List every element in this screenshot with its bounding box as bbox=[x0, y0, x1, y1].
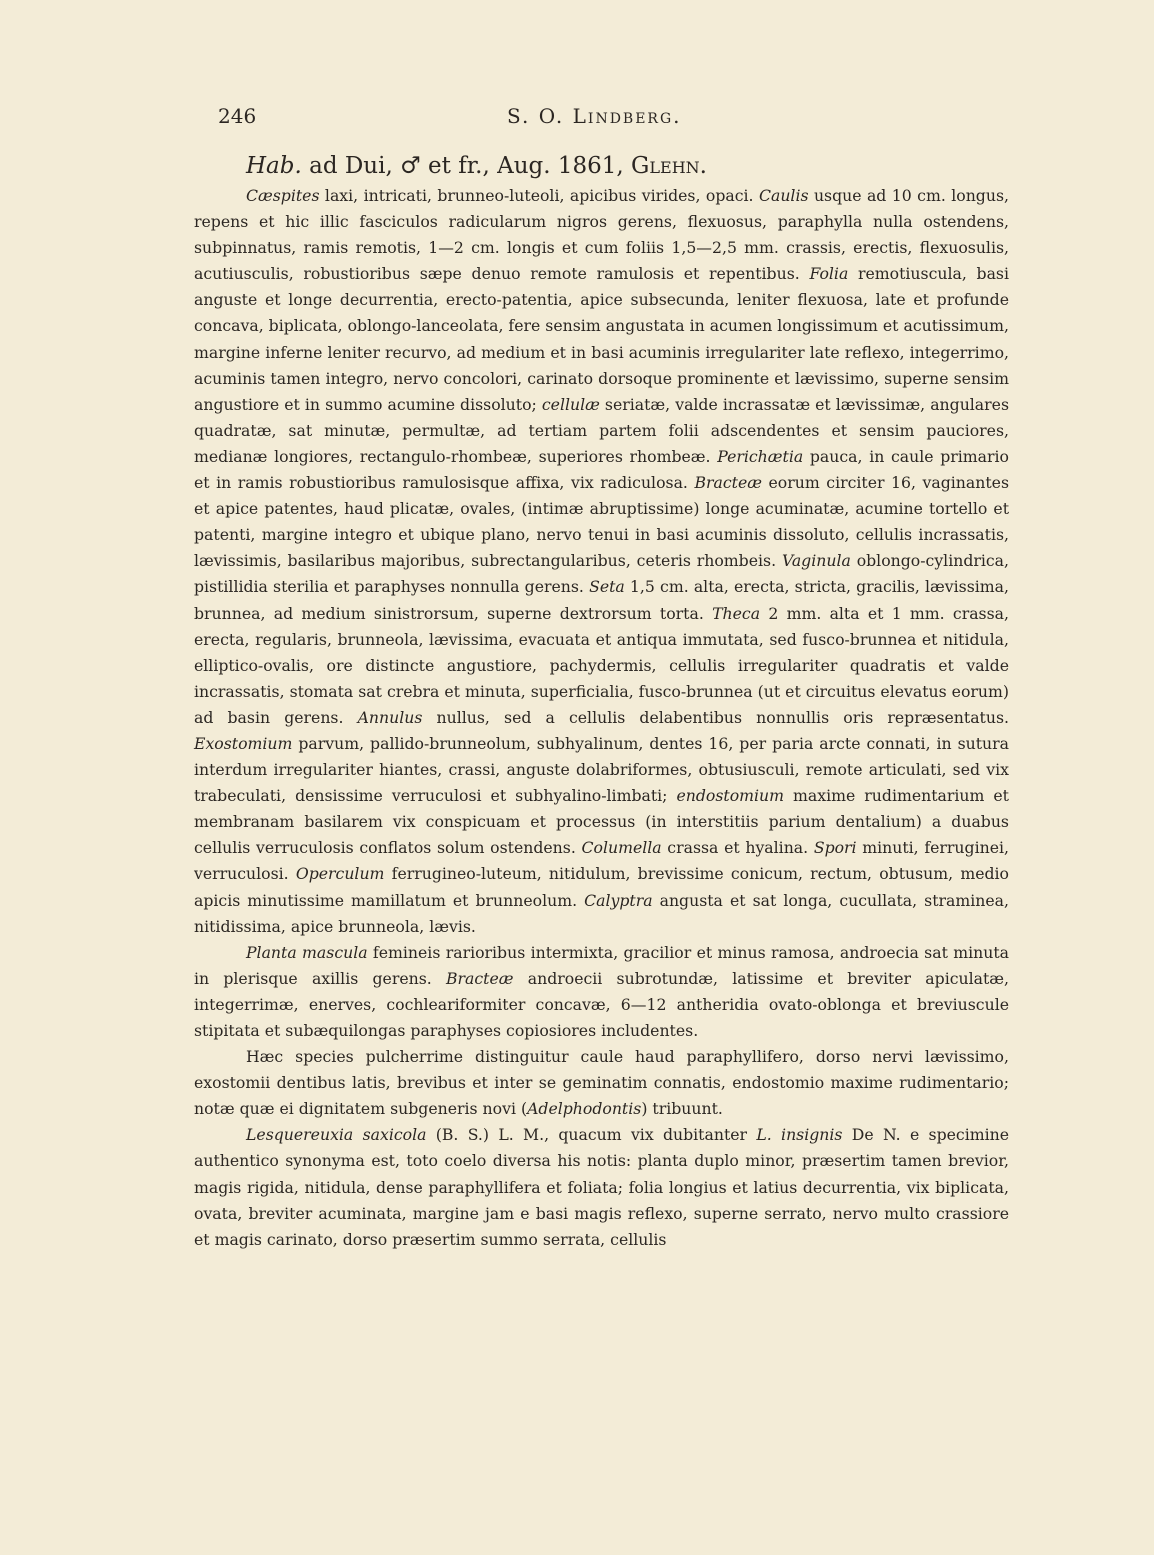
italic-term: Vaginula bbox=[781, 551, 851, 571]
text-run: 2 mm. alta et 1 mm. crassa, erecta, regularis, brunneola, lævissima, evacuata et antiqua immutata, sed fusco-brunnea et nitidula, elliptico-ovalis, ore distincte angustiore, pachydermis, cellulis irregulariter quadratis et valde incrassatis, stomata sat crebra et minuta, superficialia, fusco-brunnea (ut et circuitus elevatus eorum) ad basin gerens. bbox=[194, 603, 1009, 727]
text-run: eorum circiter 16, vaginantes et apice patentes, haud plicatæ, ovales, (intimæ abruptissime) longe acuminatæ, acumine tortello et patenti, margine integro et ubique plano, nervo tenui in basi acuminis dissoluto, cellulis incrassatis, lævissimis, basilaribus majoribus, subrectangularibus, ceteris rhombeis. bbox=[194, 473, 1009, 571]
habitat-text: ad Dui, ♂ et fr., Aug. 1861, bbox=[309, 153, 624, 179]
text-run: femineis rarioribus intermixta, gracilior et minus ramosa, androecia sat minuta in plerisque axillis gerens. bbox=[194, 942, 1009, 988]
italic-term: Calyptra bbox=[584, 890, 653, 910]
italic-term: endostomium bbox=[676, 786, 785, 806]
text-run: usque ad 10 cm. longus, repens et hic illic fasciculos radicularum nigros gerens, flexuosus, paraphylla nulla ostendens, subpinnatus, ramis remotis, 1—2 cm. longis et cum foliis 1,5—2,5 mm. crassis, erectis, flexuosulis, acutiusculis, robustioribus sæpe denuo remote ramulosis et repentibus. bbox=[194, 186, 1009, 284]
text-run: ) tribuunt. bbox=[641, 1099, 723, 1119]
italic-term: Lesquereuxia saxicola bbox=[246, 1125, 427, 1145]
italic-term: Bracteæ bbox=[694, 473, 762, 493]
text-run: nullus, sed a cellulis delabentibus nonnullis oris repræsentatus. bbox=[422, 707, 1009, 727]
running-head bbox=[507, 104, 682, 128]
italic-term: Folia bbox=[809, 264, 849, 284]
text-run: oblongo-cylindrica, pistillidia sterilia et paraphyses nonnulla gerens. bbox=[194, 551, 1010, 597]
text-run: parvum, pallido-brunneolum, subhyalinum, dentes 16, per paria arcte connati, in sutura interdum irregulariter hiantes, crassi, anguste dolabriformes, obtusiusculi, remote articulati, sed vix trabeculati, densissime verruculosi et subhyalino-limbati; bbox=[194, 733, 1009, 806]
italic-term: Perichætia bbox=[717, 446, 804, 466]
text-run: laxi, intricati, brunneo-luteoli, apicibus virides, opaci. bbox=[319, 186, 759, 205]
text-run: minuti, ferruginei, verruculosi. bbox=[194, 838, 1009, 884]
text-run: remotiuscula, basi anguste et longe decurrentia, erecto-patentia, apice subsecunda, leniter flexuosa, late et profunde concava, biplicata, oblongo-lanceolata, fere sensim angustata in acumen longissimum et acutissimum, margine inferne leniter recurvo, ad medium et in basi acuminis irregulariter late reflexo, integerrimo, acuminis tamen integro, nervo concolori, carinato dorsoque prominente et lævissimo, superne sensim angustiore et in summo acumine dissoluto; bbox=[194, 264, 1009, 414]
italic-term: L. insignis bbox=[756, 1125, 843, 1145]
italic-term: Caulis bbox=[758, 186, 809, 205]
page-number: 246 bbox=[218, 104, 257, 128]
italic-term: Planta mascula bbox=[246, 942, 368, 962]
italic-term: Operculum bbox=[295, 864, 385, 884]
habitat-label: Hab. bbox=[246, 153, 302, 179]
text-run: seriatæ, valde incrassatæ et lævissimæ, angulares quadratæ, sat minutæ, permultæ, ad tertiam partem folii adscendentes et sensim pauciores, medianæ longiores, rectangulo-rhombeæ, superiores rhombeæ. bbox=[194, 394, 1009, 466]
habitat-collector: Glehn. bbox=[631, 153, 707, 179]
text-run: androecii subrotundæ, latissime et breviter apiculatæ, integerrimæ, enerves, cochleariformiter concavæ, 6—12 antheridia ovato-oblonga et breviuscule stipitata et subæquilongas paraphyses copiosiores includentes. bbox=[194, 968, 1010, 1040]
text-run: De N. e specimine authentico synonyma est, toto coelo diversa his notis: planta duplo minor, præsertim tamen brevior, magis rigida, nitidula, dense paraphyllifera et foliata; folia longius et latius decurrentia, vix biplicata, ovata, breviter acuminata, margine jam e basi magis reflexo, superne serrato, nervo multo crassiore et magis carinato, dorso præsertim summo serrata, cellulis bbox=[194, 1125, 1010, 1249]
text-run: crassa et hyalina. bbox=[661, 838, 814, 858]
italic-term: Annulus bbox=[357, 707, 423, 727]
text-run: angusta et sat longa, cucullata, straminea, nitidissima, apice brunneola, lævis. bbox=[194, 890, 1010, 936]
text-run: ferrugineo-luteum, nitidulum, brevissime conicum, rectum, obtusum, medio apicis minutissime mamillatum et brunneolum. bbox=[194, 864, 1009, 910]
text-run: 1,5 cm. alta, erecta, stricta, gracilis, lævissima, brunnea, ad medium sinistrorsum, superne dextrorsum torta. bbox=[194, 577, 1009, 623]
text-run: Hæc species pulcherrime distinguitur caule haud paraphyllifero, dorso nervi lævissimo, exostomii dentibus latis, brevibus et inter se geminatim connatis, endostomio maxime rudimentario; notæ quæ ei dignitatem subgeneris novi ( bbox=[194, 1047, 1009, 1119]
italic-term: Adelphodontis bbox=[527, 1099, 642, 1119]
text-run: (B. S.) L. M., quacum vix dubitanter bbox=[426, 1125, 757, 1145]
paragraph-description bbox=[194, 183, 1009, 940]
italic-term: Cæspites bbox=[246, 186, 320, 205]
italic-term: Theca bbox=[712, 603, 761, 623]
text-run: pauca, in caule primario et in ramis robustioribus ramulosisque affixa, vix radiculosa. bbox=[194, 446, 1009, 493]
paragraph-planta-mascula bbox=[194, 940, 1009, 1044]
italic-term: Bracteæ bbox=[446, 968, 514, 988]
paragraph-haec-species bbox=[194, 1044, 1009, 1122]
italic-term: cellulæ bbox=[541, 394, 600, 414]
italic-term: Exostomium bbox=[194, 733, 293, 753]
text-run: maxime rudimentarium et membranam basilarem vix conspicuam et processus (in interstitiis parium dentalium) a duabus cellulis verruculosis conflatos solum ostendens. bbox=[194, 786, 1009, 858]
running-head-author: S. O. Lindberg. bbox=[507, 104, 682, 128]
paragraph-lesquereuxia bbox=[194, 1122, 1009, 1252]
italic-term: Spori bbox=[813, 838, 857, 858]
italic-term: Columella bbox=[581, 838, 662, 858]
habitat-line bbox=[246, 153, 707, 179]
italic-term: Seta bbox=[589, 577, 625, 597]
body-text bbox=[194, 183, 1009, 1253]
